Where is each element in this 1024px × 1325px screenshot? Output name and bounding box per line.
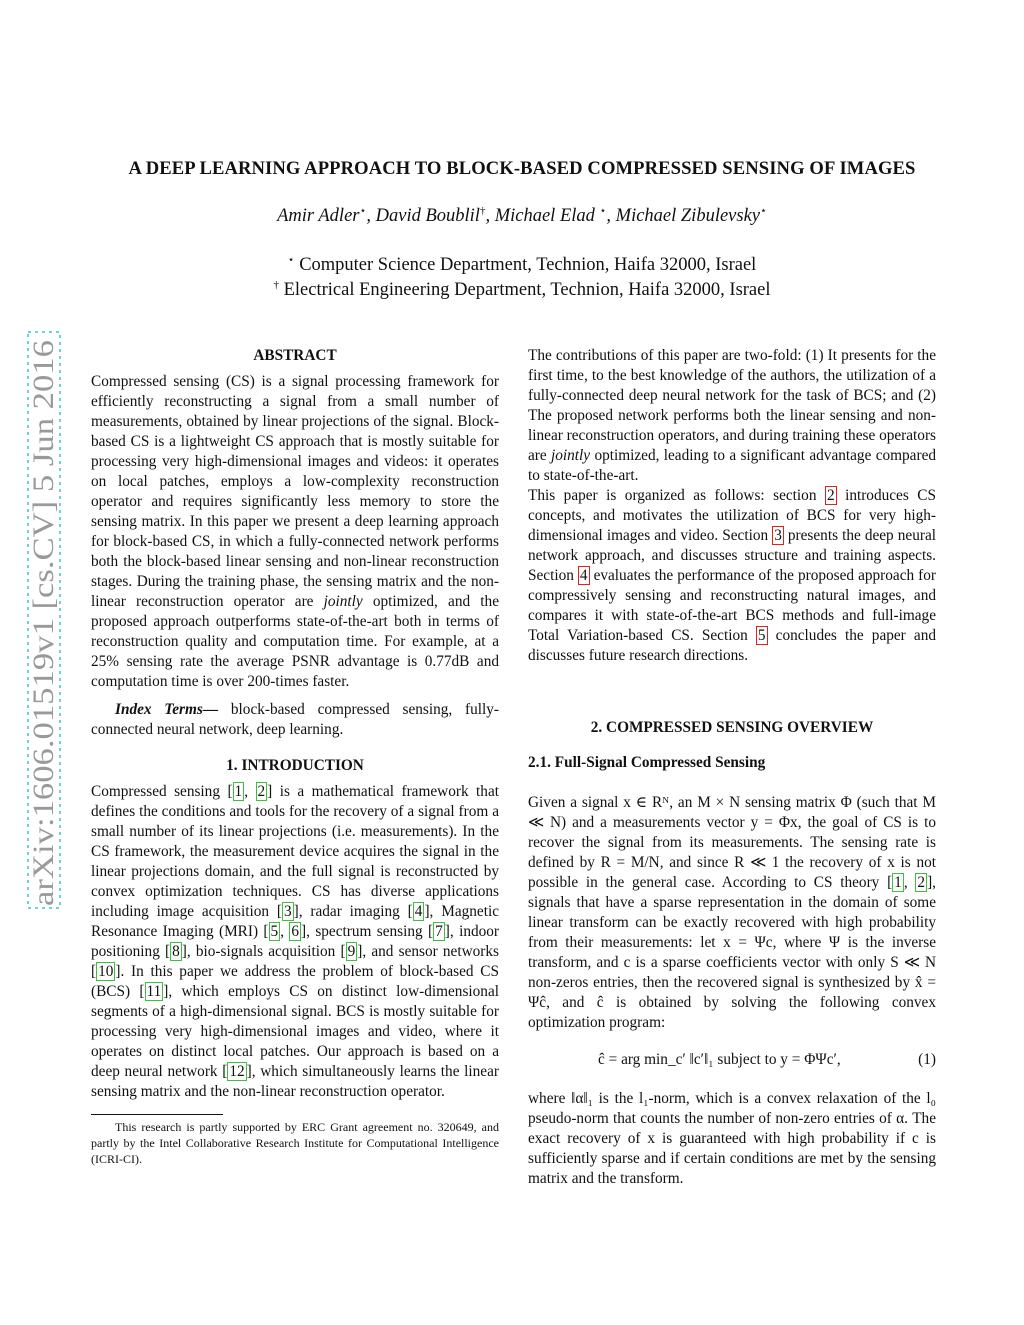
section-link[interactable]: 2 [826, 487, 835, 504]
affiliation [100, 255, 944, 276]
affiliation-text: Electrical Engineering Department, Technion, Haifa 32000, Israel [283, 280, 771, 300]
section-link[interactable]: 3 [774, 527, 782, 544]
footnote-rule [91, 1114, 223, 1115]
arxiv-identifier[interactable]: arXiv:1606.01519v1 [cs.CV] 5 Jun 2016 [27, 416, 60, 906]
author-name: David Boublil [375, 206, 480, 226]
abstract-text: Compressed sensing (CS) is a signal processing framework for efficiently reconstructing a signal from a small number of measurements, obtained by linear projections of the signal. Block-based CS is a lightweight CS approach that is mostly suitable for processing very high-dimensional images and videos: it operates on local patches, employs a low-complexity reconstruction operator and requires significantly less memory to store the sensing matrix. In this paper we present a deep learning approach for block-based CS, in which a fully-connected network performs both the block-based linear sensing and non-linear reconstruction stages. During the training phase, the sensing matrix and the non-linear reconstruction operator are jointly optimized, and the proposed approach outperforms state-of-the-art both in terms of reconstruction quality and computation time. For example, at a 25% sensing rate the average PSNR advantage is 0.77dB and computation time is over 200-times faster. [91, 373, 499, 690]
author-mark: † [479, 204, 486, 217]
arxiv-stamp [26, 330, 62, 910]
author-list: Amir Adler⋆, David Boublil†, Michael Elad ⋆, Michael Zibulevsky⋆ [277, 204, 767, 226]
organization-paragraph: This paper is organized as follows: section 2 introduces CS concepts, and motivates the utilization of BCS for very high-dimensional images and video. Section 3 presents the deep neural network approach, and discusses structure and training aspects. Section 4 evaluates the performance of the proposed approach for compressively sensing and reconstructing natural images, and compares it with state-of-the-art BCS methods and full-image Total Variation-based CS. Section 5 concludes the paper and discusses future research directions. [528, 487, 936, 664]
citation-link[interactable]: 10 [98, 963, 114, 980]
affiliation-mark: ⋆ [287, 253, 295, 266]
contributions-paragraph: The contributions of this paper are two-fold: (1) It presents for the first time, to the best knowledge of the authors, the utilization of a fully-connected deep neural network for the task of BCS; and (2) The proposed network performs both the linear sensing and non-linear reconstruction operators, and during training these operators are jointly optimized, leading to a significant advantage compared to state-of-the-art. [528, 347, 937, 484]
right-column [528, 346, 936, 1189]
citation-link[interactable]: 9 [347, 943, 356, 960]
citation-link[interactable]: 6 [291, 923, 300, 940]
subsection-heading: 2.1. Full-Signal Compressed Sensing [528, 754, 766, 771]
author-name: Amir Adler [277, 206, 360, 226]
author-mark: ⋆ [599, 204, 607, 217]
cs-paragraph-2: where ‖α‖₁ is the l₁-norm, which is a convex relaxation of the l₀ pseudo-norm that counts the number of non-zero entries of α. The exact recovery of x is guaranteed with high probability if c is sufficiently sparse and if certain conditions are met by the sensing matrix and the transform. [528, 1090, 936, 1187]
author-mark: ⋆ [760, 204, 767, 217]
author-mark: ⋆ [359, 204, 367, 217]
citation-link[interactable]: 8 [172, 943, 180, 960]
citation-link[interactable]: 1 [894, 874, 902, 891]
intro-paragraph: Compressed sensing [ 1 , 2 ] is a mathematical framework that defines the conditions and tools for the recovery of a signal from a small number of its linear projections (i.e. measurements). In the CS framework, the measurement device acquires the signal in the linear projections domain, and the full signal is reconstructed by convex optimization techniques. CS has diverse applications including image acquisition [ 3 ], radar imaging [ 4 ], Magnetic Resonance Imaging (MRI) [ 5 , 6 ], spectrum sensing [ 7 ], indoor positioning [ 8 ], bio-signals acquisition [ 9 ], and sensor networks [ 10 ]. In this paper we address the problem of block-based CS (BCS) [ 11 ], which employs CS on distinct low-dimensional segments of a high-dimensional signal. BCS is mostly suitable for processing very high-dimensional images and video, where it operates on distinct local patches. Our approach is based on a deep neural network [ 12 ], which simultaneously learns the linear sensing matrix and the non-linear reconstruction operator. [91, 783, 500, 1100]
citation-link[interactable]: 4 [414, 903, 423, 920]
left-column [91, 346, 499, 1167]
citation-link[interactable]: 7 [435, 923, 443, 940]
abstract-heading: ABSTRACT [253, 347, 337, 364]
author-name: Michael Zibulevsky [615, 206, 761, 226]
affiliation [100, 280, 944, 301]
citation-link[interactable]: 1 [234, 783, 243, 800]
citation-link[interactable]: 2 [257, 783, 266, 800]
section2-heading: 2. COMPRESSED SENSING OVERVIEW [590, 719, 874, 736]
affiliation-text: Computer Science Department, Technion, Haifa 32000, Israel [299, 255, 757, 275]
citation-link[interactable]: 5 [270, 923, 279, 940]
author-name: Michael Elad [494, 206, 595, 226]
index-terms: Index Terms— block-based compressed sensing, fully-connected neural network, deep learning. [91, 701, 499, 738]
paper-title: A DEEP LEARNING APPROACH TO BLOCK-BASED COMPRESSED SENSING OF IMAGES [128, 158, 916, 179]
equation-body: ĉ = arg min_c′ ‖c′‖₁ subject to y = ΦΨc′, [598, 1051, 841, 1068]
citation-link[interactable]: 12 [229, 1063, 245, 1080]
footnote: This research is partly supported by ERC Grant agreement no. 320649, and partly by the Intel Collaborative Research Institute for Computational Intelligence (ICRI-CI). [91, 1120, 499, 1166]
citation-link[interactable]: 2 [917, 874, 926, 891]
intro-heading: 1. INTRODUCTION [226, 757, 364, 774]
citation-link[interactable]: 11 [146, 983, 162, 1000]
section-link[interactable]: 5 [757, 627, 766, 644]
section-link[interactable]: 4 [579, 567, 588, 584]
affiliation-mark: † [273, 278, 279, 291]
equation-number: (1) [918, 1051, 936, 1068]
cs-paragraph: Given a signal x ∈ Rᴺ, an M × N sensing matrix Φ (such that M ≪ N) and a measurements vector y = Φx, the goal of CS is to recover the signal from its measurements. The sensing rate is defined by R = M/N, and since R ≪ 1 the recovery of x is not possible in the general case. According to CS theory [ 1 , 2 ], signals that have a sparse representation in the domain of some linear transform can be exactly recovered with high probability from their measurements: let x = Ψc, where Ψ is the inverse transform, and c is a sparse coefficients vector with only S ≪ N non-zeros entries, then the recovered signal is synthesized by x̂ = Ψĉ, and ĉ is obtained by solving the following convex optimization program: [528, 794, 936, 1031]
citation-link[interactable]: 3 [283, 903, 292, 920]
equation-1 [528, 1043, 936, 1081]
